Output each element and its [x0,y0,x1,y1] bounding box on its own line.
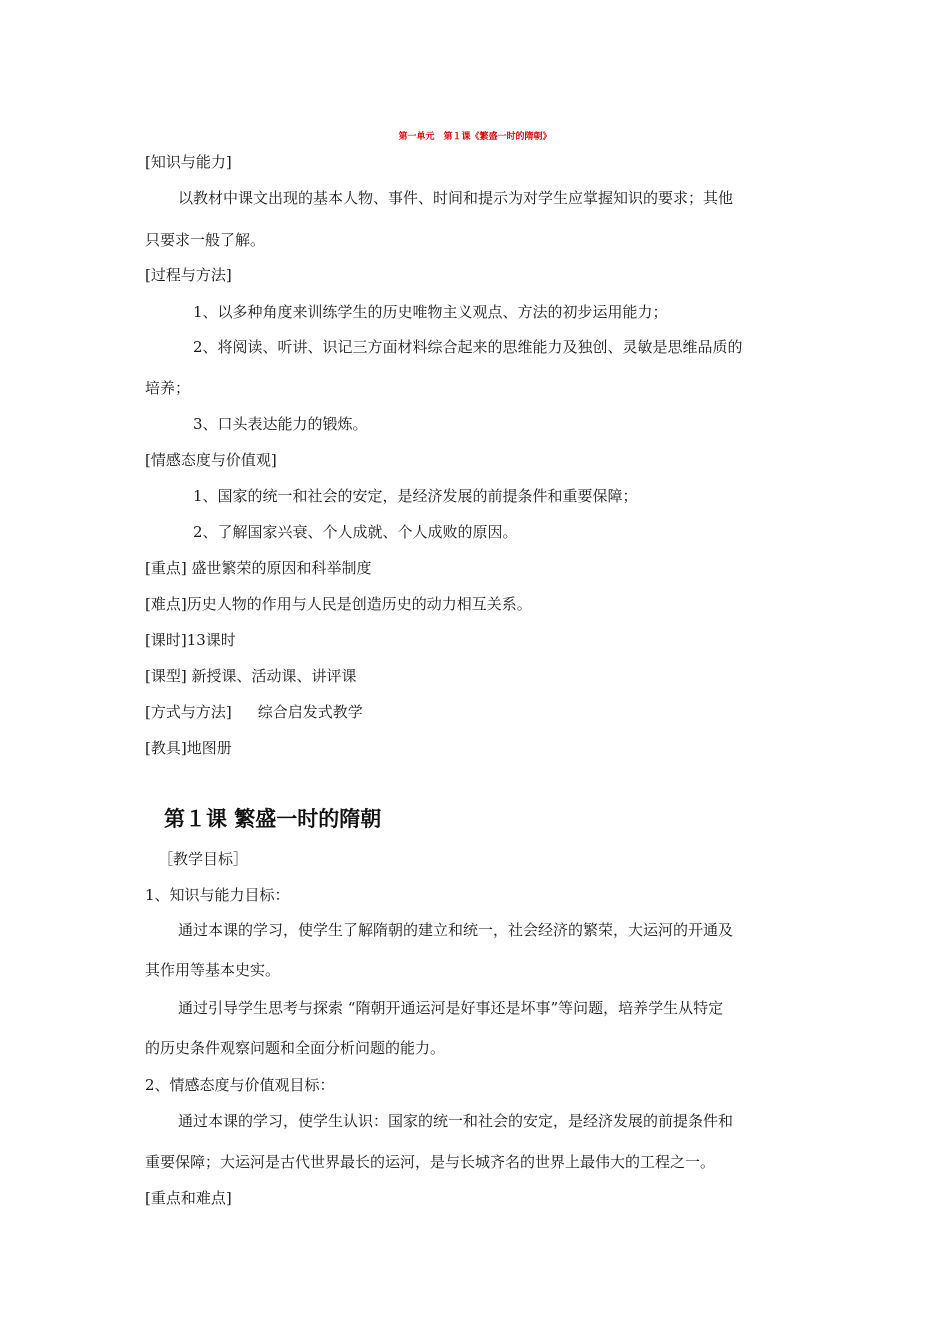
goal1-paragraph2-line1: 通过引导学生思考与探索 “隋朝开通运河是好事还是坏事”等问题，培养学生从特定 [178,999,724,1017]
knowledge-paragraph-line2: 只要求一般了解。 [145,231,266,249]
process-item-3: 3、口头表达能力的锻炼。 [193,415,368,433]
method-value: 综合启发式教学 [257,703,363,721]
method-label: [方式与方法] [145,703,232,721]
process-item-2-line2: 培养； [145,379,191,397]
knowledge-paragraph-line1: 以教材中课文出现的基本人物、事件、时间和提示为对学生应掌握知识的要求；其他 [178,189,734,207]
goal1-paragraph2-line2: 的历史条件观察问题和全面分析问题的能力。 [145,1039,446,1057]
goals-heading: ［教学目标］ [158,850,249,868]
difficulty: [难点]历史人物的作用与人民是创造历史的动力相互关系。 [145,595,532,613]
key-difficulty-heading: [重点和难点] [145,1189,232,1207]
goal2-heading: 2、情感态度与价值观目标： [145,1076,335,1094]
teaching-tools: [教具]地图册 [145,739,232,757]
process-item-2-line1: 2、将阅读、听讲、识记三方面材料综合起来的思维能力及独创、灵敏是思维品质的 [193,338,743,356]
emotion-item-1: 1、国家的统一和社会的安定，是经济发展的前提条件和重要保障； [193,487,638,505]
page-title: 第一单元 第１课《繁盛一时的隋朝》 [398,132,552,142]
process-item-1: 1、以多种角度来训练学生的历史唯物主义观点、方法的初步运用能力； [193,303,668,321]
goal1-paragraph1-line2: 其作用等基本史实。 [145,961,281,979]
key-point: [重点] 盛世繁荣的原因和科举制度 [145,559,372,577]
goal2-paragraph-line2: 重要保障；大运河是古代世界最长的运河，是与长城齐名的世界上最伟大的工程之一。 [145,1153,716,1171]
knowledge-heading: [知识与能力] [145,153,232,171]
lesson-subtitle: 第１课 繁盛一时的隋朝 [164,806,382,831]
method-row [145,702,363,722]
process-heading: [过程与方法] [145,266,232,284]
emotion-heading: [情感态度与价值观] [145,451,277,469]
emotion-item-2: 2、了解国家兴衰、个人成就、个人成败的原因。 [193,523,518,541]
goal1-heading: 1、知识与能力目标： [145,886,290,904]
lesson-type: [课型] 新授课、活动课、讲评课 [145,667,357,685]
goal1-paragraph1-line1: 通过本课的学习，使学生了解隋朝的建立和统一，社会经济的繁荣，大运河的开通及 [178,921,734,939]
class-hours: [课时]13课时 [145,631,236,649]
goal2-paragraph-line1: 通过本课的学习，使学生认识：国家的统一和社会的安定，是经济发展的前提条件和 [178,1112,734,1130]
